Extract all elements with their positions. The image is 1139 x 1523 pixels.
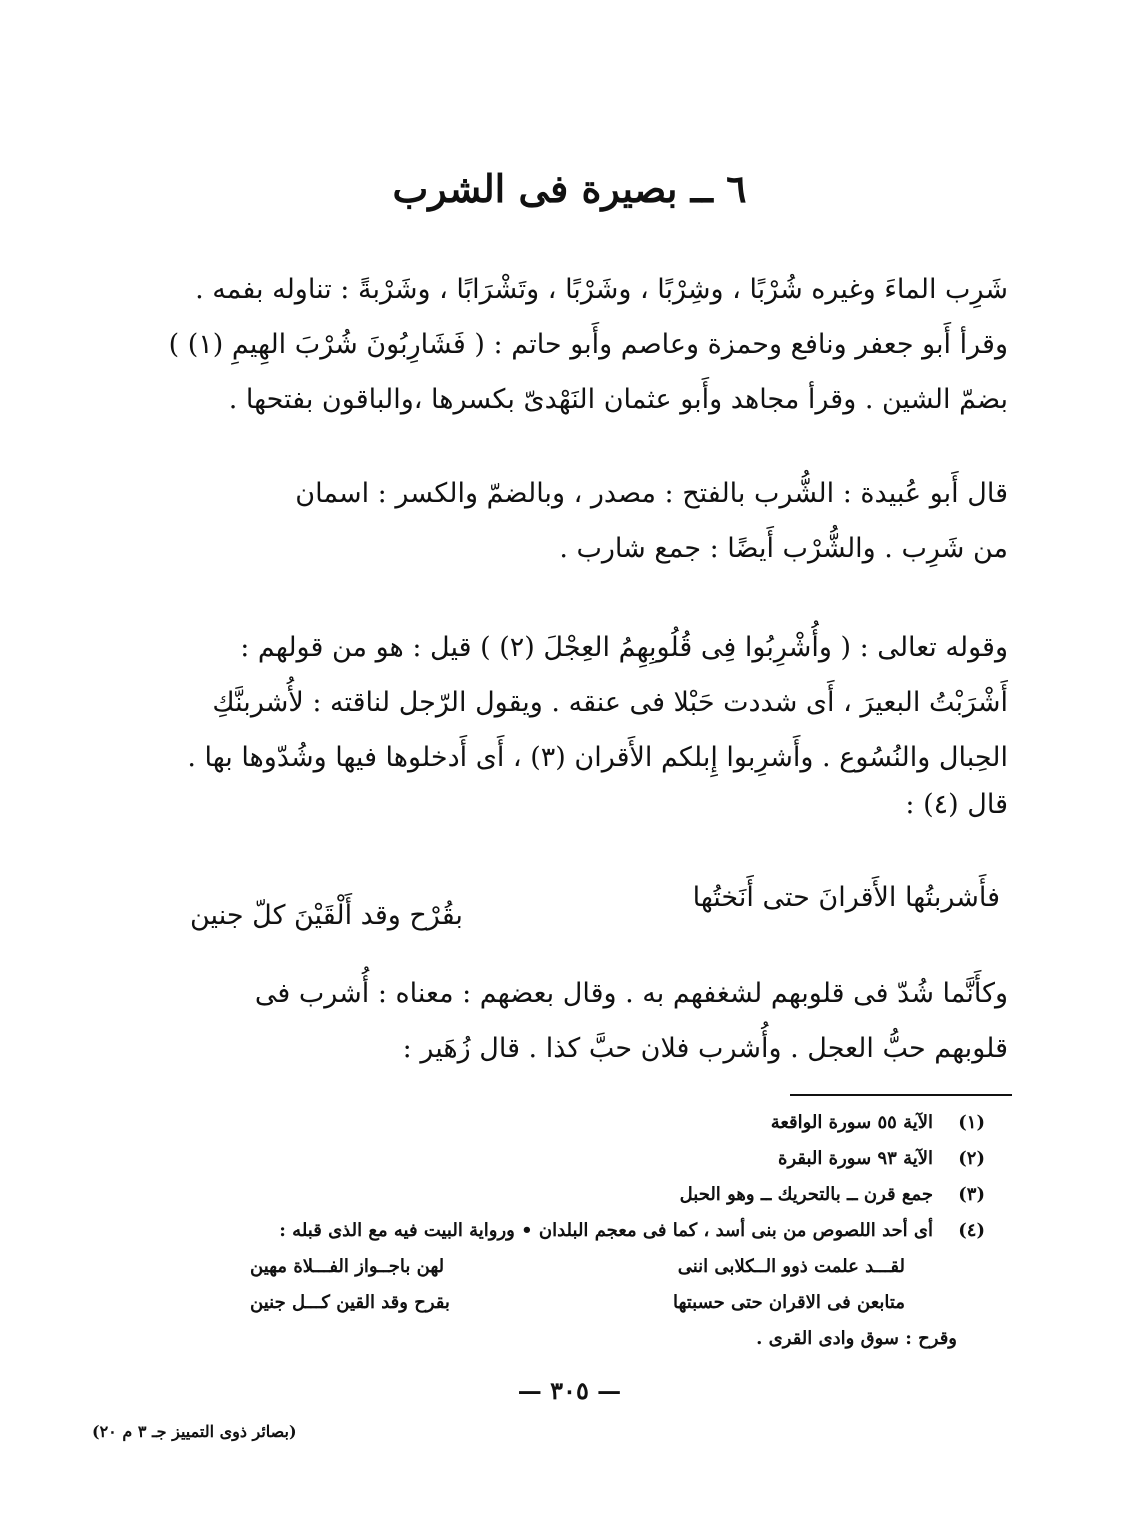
text-line: قلوبهم حبُّ العجل . وأُشرب فلان حبَّ كذا . قال زُهَير : (402, 1033, 1008, 1064)
verse-second-hemistich: بقُرْح وقد أَلْقَيْنَ كلّ جنين (190, 900, 463, 931)
page-number: — ٣٠٥ — (517, 1376, 622, 1405)
text-line: أَشْرَبْتُ البعيرَ ، أَى شددت حَبْلا فى عنقه . ويقول الرّجل لناقته : لأُشربنَّكِ (212, 687, 1008, 718)
verse-first-hemistich: فأَشربتُها الأَقرانَ حتى أَنَختُها (692, 882, 1000, 913)
signature-line: (بصائر ذوى التمييز جـ ٣ م ٢٠) (92, 1422, 297, 1441)
footnote-number: (٢) (958, 1148, 985, 1169)
text-line: وقرأ أَبو جعفر ونافع وحمزة وعاصم وأَبو حاتم : ( فَشَارِبُونَ شُرْبَ الهِيمِ (١) ) (168, 329, 1008, 360)
footnote-tail: وقرح : سوق وادى القرى . (756, 1328, 957, 1349)
paragraph-2 (128, 466, 1008, 576)
text-line: قال (٤) : (905, 789, 1008, 820)
section-title: ٦ ــ بصيرة فى الشرب (392, 166, 747, 211)
footnote-number: (٣) (958, 1184, 985, 1205)
poem-first-half: متابعن فى الاقران حتى حسبتها (672, 1292, 905, 1313)
footnote-text: الآية ٥٥ سورة الواقعة (770, 1112, 933, 1133)
footnote-text: الآية ٩٣ سورة البقرة (778, 1148, 933, 1169)
footnote-item (130, 1105, 985, 1141)
text-line: بضمّ الشين . وقرأ مجاهد وأَبو عثمان النَهْدىّ بكسرها ،والباقون بفتحها . (228, 384, 1008, 415)
text-line: وكأَنَّما شُدّ فى قلوبهم لشغفهم به . وقال بعضهم : معناه : أُشرب فى (254, 978, 1008, 1009)
text-line: شَرِب الماءَ وغيره شُرْبًا ، وشِرْبًا ، وشَرْبًا ، وتَشْرَابًا ، وشَرْبةً : تناوله بفمه . (195, 274, 1008, 305)
footnote-item (130, 1141, 985, 1177)
poem-second-half: لهن باجــواز الفـــلاة مهين (250, 1256, 445, 1277)
footnotes (130, 1105, 985, 1357)
text-line: قال أَبو عُبيدة : الشُّرب بالفتح : مصدر ، وبالضمّ والكسر : اسمان (295, 478, 1008, 509)
paragraph-1 (128, 262, 1008, 427)
text-line: من شَرِب . والشُّرْب أَيضًا : جمع شارب . (559, 533, 1008, 564)
footnote-item (130, 1213, 985, 1249)
footnote-text: أى أحد اللصوص من بنى أسد ، كما فى معجم البلدان • ورواية البيت فيه مع الذى قبله : (279, 1220, 933, 1241)
text-line: وقوله تعالى : ( وأُشْرِبُوا فِى قُلُوبِهِمُ العِجْلَ (٢) ) قيل : هو من قولهم : (240, 632, 1008, 663)
footnote-number: (٤) (958, 1220, 985, 1241)
poem-first-half: لقـــد علمت ذوو الــكلابى اننى (677, 1256, 905, 1277)
text-line: الحِبال والنُسُوع . وأَشرِبوا إِبلكم الأَقران (٣) ، أَى أَدخلوها فيها وشُدّوها بها . (187, 742, 1008, 773)
paragraph-3 (128, 620, 1008, 825)
footnote-text: جمع قرن ــ بالتحريك ــ وهو الحبل (679, 1184, 933, 1205)
poem-second-half: بقرح وقد القين كـــل جنين (250, 1292, 450, 1313)
footnote-poem-line (130, 1249, 985, 1285)
footnote-divider (790, 1094, 1012, 1096)
paragraph-4 (128, 966, 1008, 1076)
footnote-item (130, 1177, 985, 1213)
footnote-poem-line (130, 1285, 985, 1321)
footnote-number: (١) (958, 1112, 985, 1133)
